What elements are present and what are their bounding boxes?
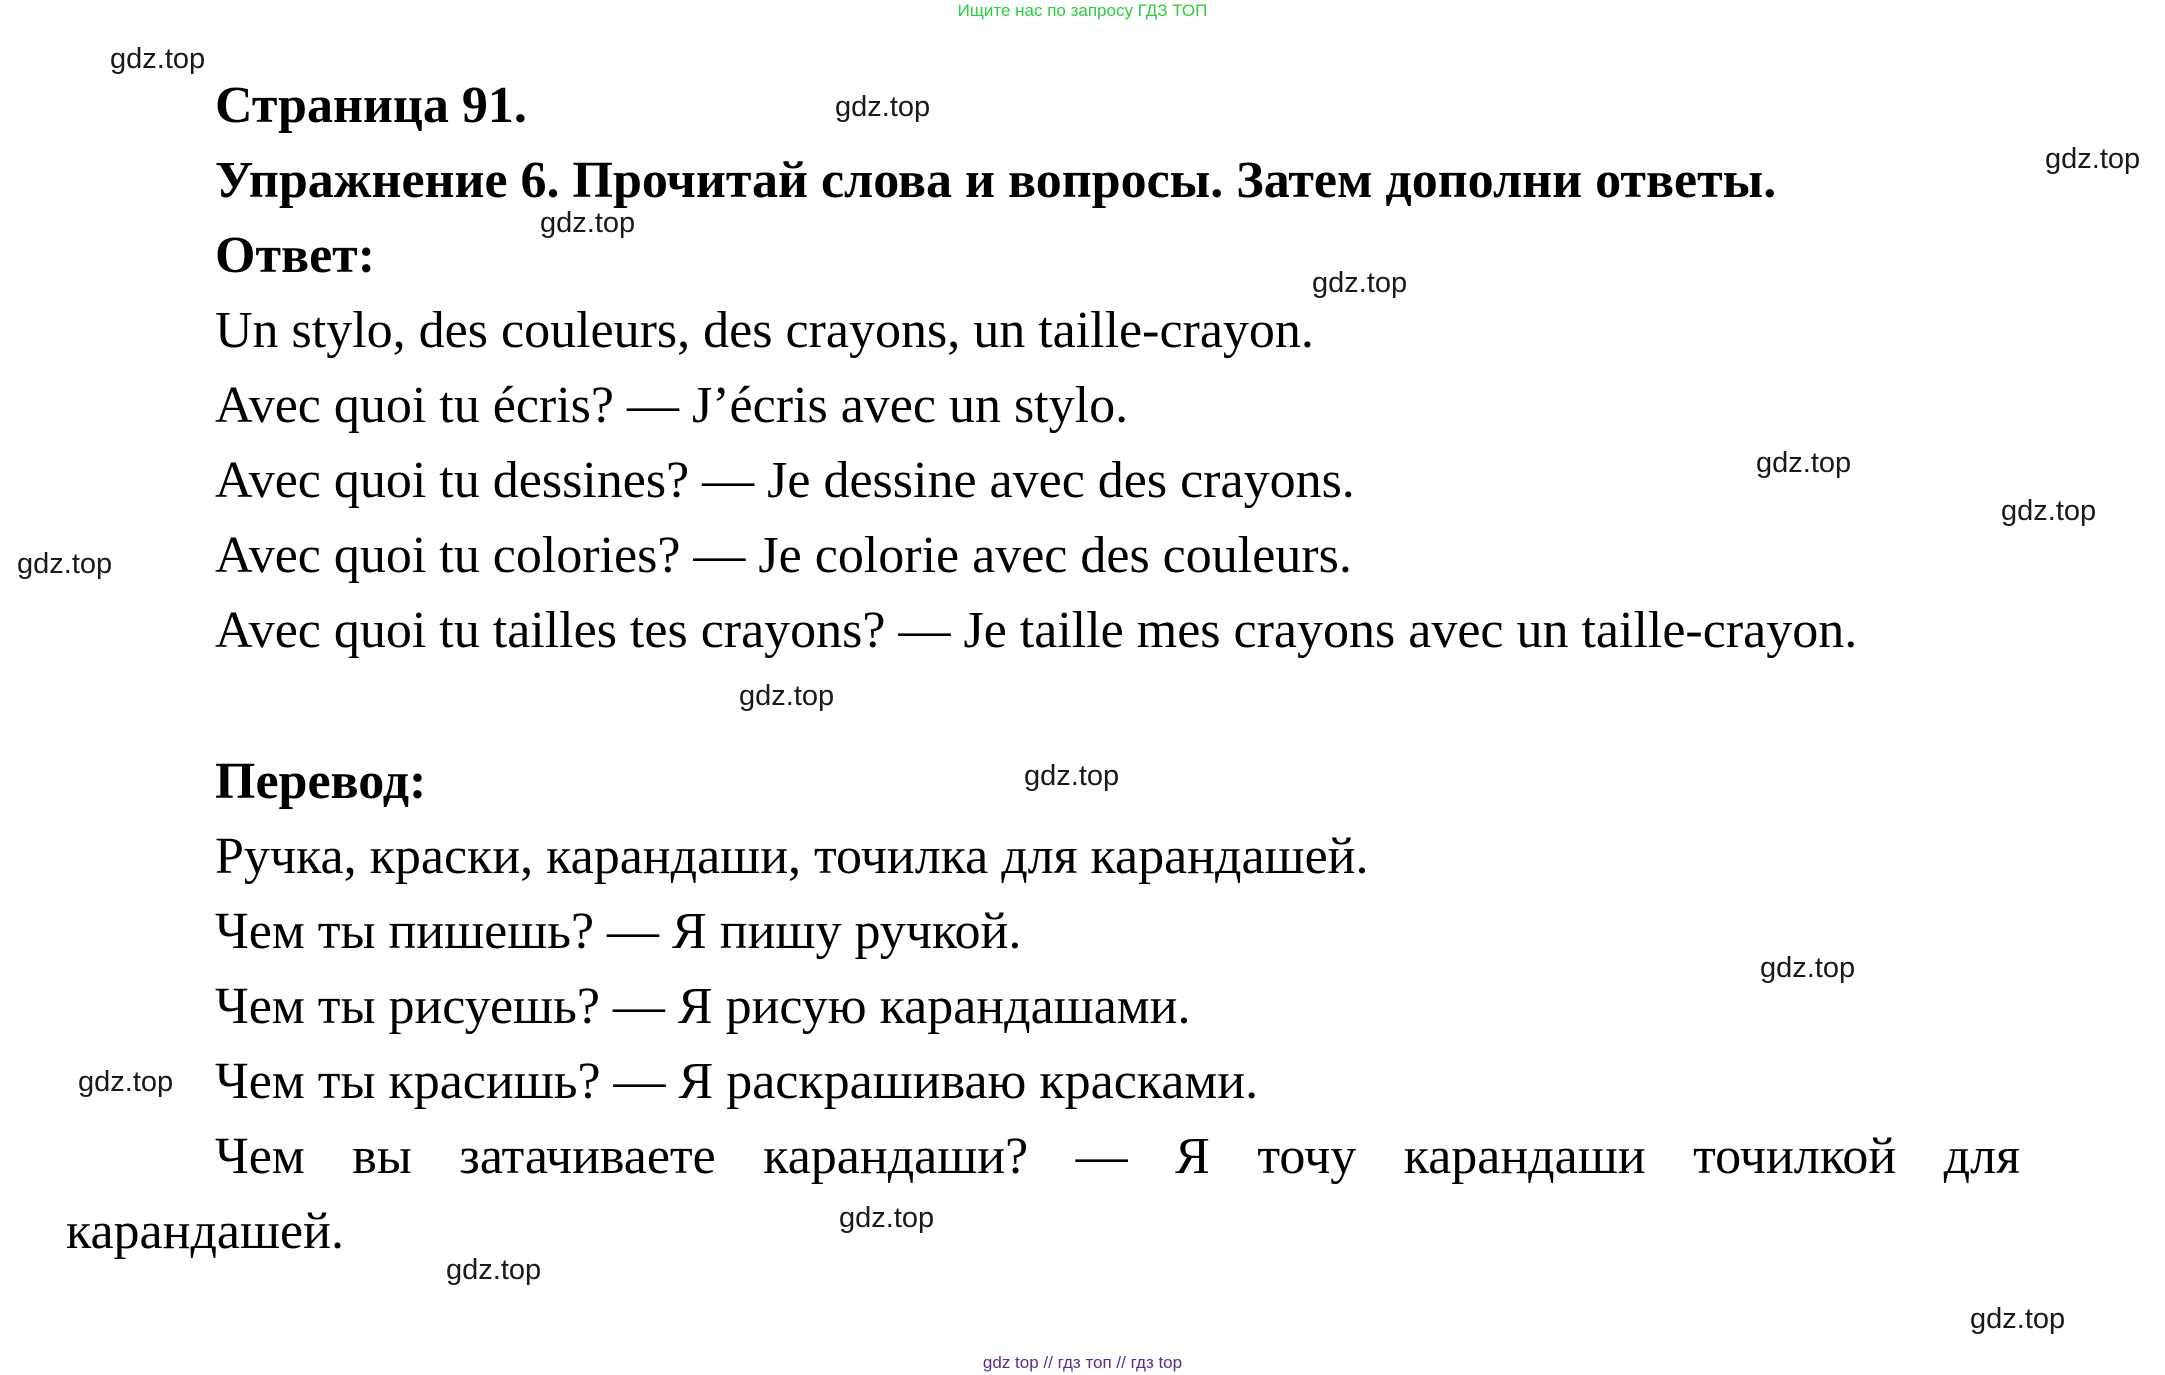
watermark: gdz.top <box>110 43 206 75</box>
footer: gdz top // гдз топ // гдз top <box>982 1353 1183 1372</box>
answer-line: Un stylo, des couleurs, des crayons, un taille-crayon. <box>215 302 1314 359</box>
translation-line-justified: Чем вы затачиваете карандаши? — Я точу карандаши точилкой для <box>215 1128 2020 1185</box>
top-banner: Ищите нас по запросу ГДЗ ТОП <box>957 1 1208 20</box>
page-heading: Страница 91. <box>215 77 527 134</box>
translation-line: Чем ты пишешь? — Я пишу ручкой. <box>215 903 1022 960</box>
watermark: gdz.top <box>1312 267 1408 299</box>
watermark: gdz.top <box>839 1202 935 1234</box>
watermark: gdz.top <box>17 548 113 580</box>
watermark: gdz.top <box>78 1066 174 1098</box>
watermark: gdz.top <box>739 680 835 712</box>
answer-label: Ответ: <box>215 227 376 284</box>
translation-line: Ручка, краски, карандаши, точилка для карандашей. <box>215 828 1369 885</box>
watermark: gdz.top <box>1760 952 1856 984</box>
translation-line-continuation: карандашей. <box>66 1203 344 1260</box>
answer-line: Avec quoi tu colories? — Je colorie avec des couleurs. <box>215 527 1352 584</box>
watermark: gdz.top <box>2045 143 2141 175</box>
answer-line: Avec quoi tu tailles tes crayons? — Je taille mes crayons avec un taille-crayon. <box>215 602 1858 659</box>
watermark: gdz.top <box>835 91 931 123</box>
exercise-heading: Упражнение 6. Прочитай слова и вопросы. Затем дополни ответы. <box>215 152 1777 209</box>
translation-line: Чем ты красишь? — Я раскрашиваю красками. <box>215 1053 1259 1110</box>
watermark: gdz.top <box>1024 760 1120 792</box>
translation-label: Перевод: <box>215 753 427 810</box>
translation-line: Чем ты рисуешь? — Я рисую карандашами. <box>215 978 1191 1035</box>
answer-line: Avec quoi tu dessines? — Je dessine avec des crayons. <box>215 452 1355 509</box>
watermark: gdz.top <box>446 1254 542 1286</box>
watermark: gdz.top <box>2001 495 2097 527</box>
watermark: gdz.top <box>540 207 636 239</box>
watermark: gdz.top <box>1756 447 1852 479</box>
watermark: gdz.top <box>1970 1303 2066 1335</box>
answer-line: Avec quoi tu écris? — J’écris avec un stylo. <box>215 377 1129 434</box>
